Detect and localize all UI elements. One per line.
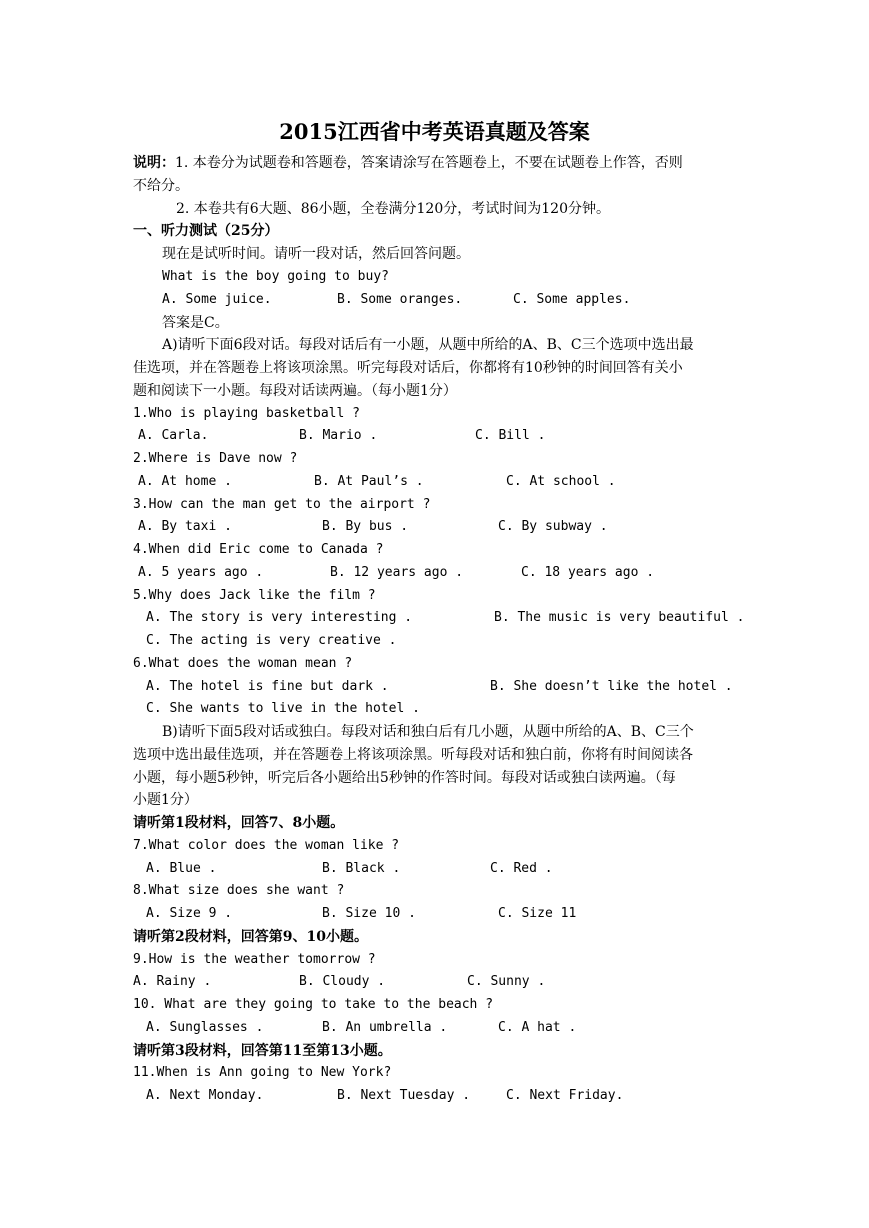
question: 5.Why does Jack like the film ? [133,588,376,603]
material-heading: 请听第3段材料，回答第11至第13小题。 [133,1043,392,1059]
option: A. Size 9 . [146,906,233,921]
material-heading: 请听第2段材料，回答第9、10小题。 [133,929,368,945]
page-title: 2015江西省中考英语真题及答案 [279,119,590,144]
intro-note-2: 2. 本卷共有6大题、86小题，全卷满分120分，考试时间为120分钟。 [176,201,610,217]
option: B. Cloudy . [299,974,386,989]
option: B. An umbrella . [322,1020,448,1035]
question: 2.Where is Dave now ? [133,451,298,466]
sample-intro: 现在是试听时间。请听一段对话，然后回答问题。 [162,246,470,262]
option: A. Rainy . [133,974,212,989]
question: 3.How can the man get to the airport ? [133,497,431,512]
section-heading: 一、听力测试（25分） [133,223,279,239]
option: B. By bus . [322,519,409,534]
option: A. The hotel is fine but dark . [146,679,389,694]
question-options [0,607,869,629]
question-options [0,425,869,447]
option: C. Red . [490,861,553,876]
part-b-instr: B)请听下面5段对话或独白。每段对话和独白后有几小题，从题中所给的A、B、C三个 [162,724,694,740]
option: A. At home . [138,474,232,489]
option: B. Some oranges. [337,292,463,307]
question: 6.What does the woman mean ? [133,656,353,671]
option: C. Sunny . [467,974,546,989]
option: B. 12 years ago . [330,565,464,580]
option: B. At Paul’s . [314,474,424,489]
sample-answer: 答案是C。 [162,315,229,331]
intro-note-1-cont: 不给分。 [133,178,189,194]
question-options [0,471,869,493]
question: 7.What color does the woman like ? [133,838,400,853]
question-options [0,1017,869,1039]
question: 8.What size does she want ? [133,883,345,898]
material-heading: 请听第1段材料，回答7、8小题。 [133,815,345,831]
option: C. 18 years ago . [521,565,655,580]
option: C. Next Friday. [506,1088,624,1103]
question-options [0,858,869,880]
question: 10. What are they going to take to the beach ? [133,997,494,1012]
option: A. Some juice. [162,292,272,307]
part-a-instr: A)请听下面6段对话。每段对话后有一小题，从题中所给的A、B、C三个选项中选出最 [162,337,694,353]
question-options [0,516,869,538]
intro-note-1 [133,152,743,174]
option: C. A hat . [498,1020,577,1035]
question: 1.Who is playing basketball ? [133,406,360,421]
question-options [0,903,869,925]
option: A. By taxi . [138,519,232,534]
part-b-instr: 小题，每小题5秒钟，听完后各小题给出5秒钟的作答时间。每段对话或独白读两遍。（每 [133,770,676,786]
note-1-text: 1. 本卷分为试题卷和答题卷，答案请涂写在答题卷上，不要在试题卷上作答，否则 [175,155,683,171]
option: B. She doesn’t like the hotel . [490,679,733,694]
question: 9.How is the weather tomorrow ? [133,952,376,967]
option: B. Next Tuesday . [337,1088,471,1103]
question: 11.When is Ann going to New York? [133,1065,392,1080]
option: C. She wants to live in the hotel . [146,701,420,716]
part-a-instr: 佳选项，并在答题卷上将该项涂黑。听完每段对话后，你都将有10秒钟的时间回答有关小 [133,360,683,376]
sample-options [0,289,869,311]
option: C. Some apples. [513,292,631,307]
question-options [0,676,869,698]
part-b-instr: 选项中选出最佳选项，并在答题卷上将该项涂黑。听每段对话和独白前，你将有时间阅读各 [133,747,693,763]
option: C. By subway . [498,519,608,534]
option: C. The acting is very creative . [146,633,397,648]
option: A. 5 years ago . [138,565,264,580]
question-options [0,1085,869,1107]
option: A. The story is very interesting . [146,610,413,625]
option: A. Sunglasses . [146,1020,264,1035]
option: B. The music is very beautiful . [494,610,745,625]
option: B. Size 10 . [322,906,416,921]
option: A. Blue . [146,861,217,876]
question-options [0,562,869,584]
option: C. Bill . [475,428,546,443]
sample-question: What is the boy going to buy? [162,269,389,284]
part-b-instr: 小题1分） [133,792,198,808]
option: C. At school . [506,474,616,489]
option: C. Size 11 [498,906,577,921]
part-a-instr: 题和阅读下一小题。每段对话读两遍。（每小题1分） [133,383,457,399]
option: A. Carla. [138,428,209,443]
option: B. Black . [322,861,401,876]
question-options [0,971,869,993]
question: 4.When did Eric come to Canada ? [133,542,384,557]
option: A. Next Monday. [146,1088,264,1103]
note-label: 说明： [133,155,175,171]
option: B. Mario . [299,428,378,443]
